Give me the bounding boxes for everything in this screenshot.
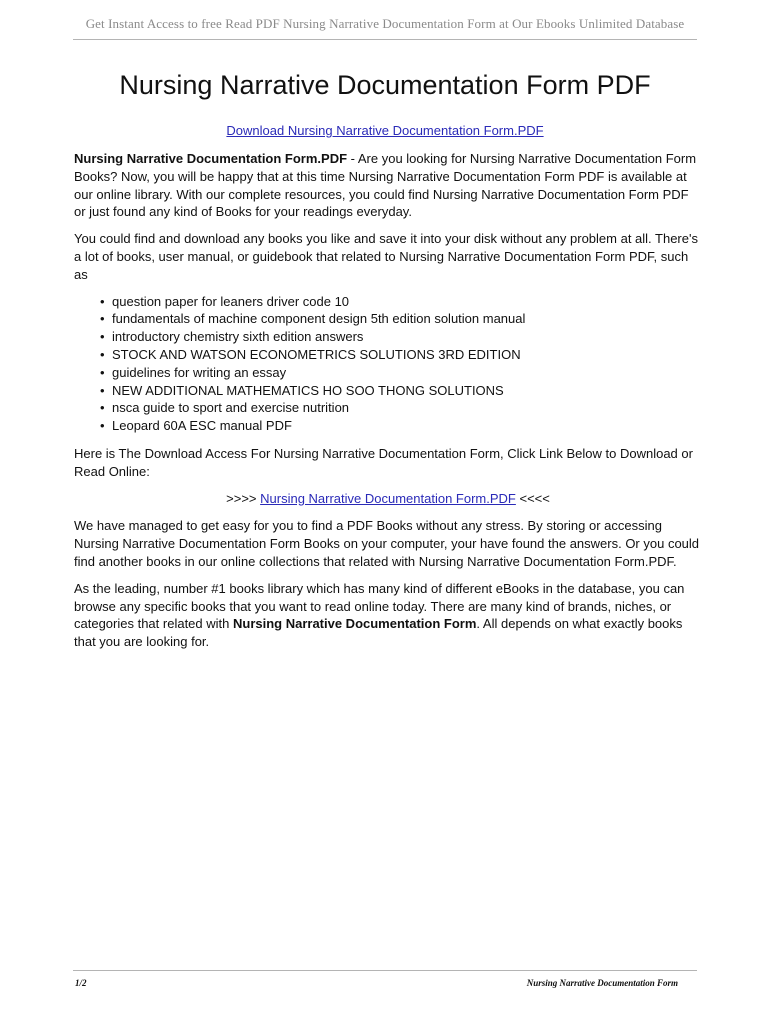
bullet-icon: • xyxy=(100,346,105,362)
list-item: • fundamentals of machine component design 5th edition solution manual xyxy=(100,311,526,327)
bullet-icon: • xyxy=(100,329,105,345)
list-item: • guidelines for writing an essay xyxy=(100,364,287,380)
download-suffix: <<<< xyxy=(515,490,550,506)
intro-paragraph xyxy=(74,150,702,221)
top-download-link[interactable]: Download Nursing Narrative Documentation Form.PDF xyxy=(226,123,544,138)
bullet-icon: • xyxy=(100,382,105,398)
bullet-icon: • xyxy=(100,418,105,434)
intro-bold-title: Nursing Narrative Documentation Form.PDF xyxy=(74,151,348,166)
page-header: Get Instant Access to free Read PDF Nursing Narrative Documentation Form at Our Ebooks Unlimited Database xyxy=(85,16,685,31)
books-paragraph: You could find and download any books you like and save it into your disk without any problem at all. There's a lot of books, user manual, or guidebook that related to Nursing Narrative Documentation Form PDF, such as xyxy=(74,231,698,282)
list-item: • introductory chemistry sixth edition answers xyxy=(100,329,364,345)
download-link[interactable]: Nursing Narrative Documentation Form.PDF xyxy=(260,490,516,506)
bullet-icon: • xyxy=(100,400,105,416)
bullet-icon: • xyxy=(100,293,105,309)
list-item: • nsca guide to sport and exercise nutrition xyxy=(100,400,350,416)
footer-title: Nursing Narrative Documentation Form xyxy=(526,978,678,988)
bullet-icon: • xyxy=(100,311,105,327)
intro-text: - Are you looking for Nursing Narrative Documentation Form Books? Now, you will be happy that at this time Nursing Narrative Documentation Form PDF is available at our online library. With our complete resources, you could find Nursing Narrative Documentation Form PDF or just found any kind of Books for your readings everyday. xyxy=(74,151,697,220)
page-title: Nursing Narrative Documentation Form PDF xyxy=(119,70,651,100)
page-number: 1/2 xyxy=(75,978,87,988)
leading-library-paragraph: As the leading, number #1 books library which has many kind of different eBooks in the database, you can browse any specific books that you want to read online today. There are many kind of brands, niches, or categories that related with Nursing Narrative Documentation Form. All depends on what exactly books that you are looking for. xyxy=(74,580,685,650)
download-prefix: >>>> xyxy=(226,490,261,506)
book-list xyxy=(74,293,702,435)
list-item: • STOCK AND WATSON ECONOMETRICS SOLUTIONS 3RD EDITION xyxy=(100,346,521,362)
top-download-link-container xyxy=(0,123,770,138)
download-line xyxy=(74,490,702,508)
list-item: • question paper for leaners driver code 10 xyxy=(100,293,350,309)
list-item: • Leopard 60A ESC manual PDF xyxy=(100,418,292,434)
document-body xyxy=(74,150,702,660)
bullet-icon: • xyxy=(100,364,105,380)
managed-paragraph: We have managed to get easy for you to find a PDF Books without any stress. By storing or accessing Nursing Narrative Documentation Form Books on your computer, your have found the answers. Or you could find another books in our online collections that related with Nursing Narrative Documentation Form.PDF. xyxy=(74,518,700,569)
header-divider xyxy=(73,39,697,40)
bold-form-title: Nursing Narrative Documentation Form xyxy=(232,616,477,632)
list-item: • NEW ADDITIONAL MATHEMATICS HO SOO THONG SOLUTIONS xyxy=(100,382,504,398)
download-access-paragraph: Here is The Download Access For Nursing Narrative Documentation Form, Click Link Below to Download or Read Online: xyxy=(74,445,693,479)
footer-divider xyxy=(73,970,697,971)
